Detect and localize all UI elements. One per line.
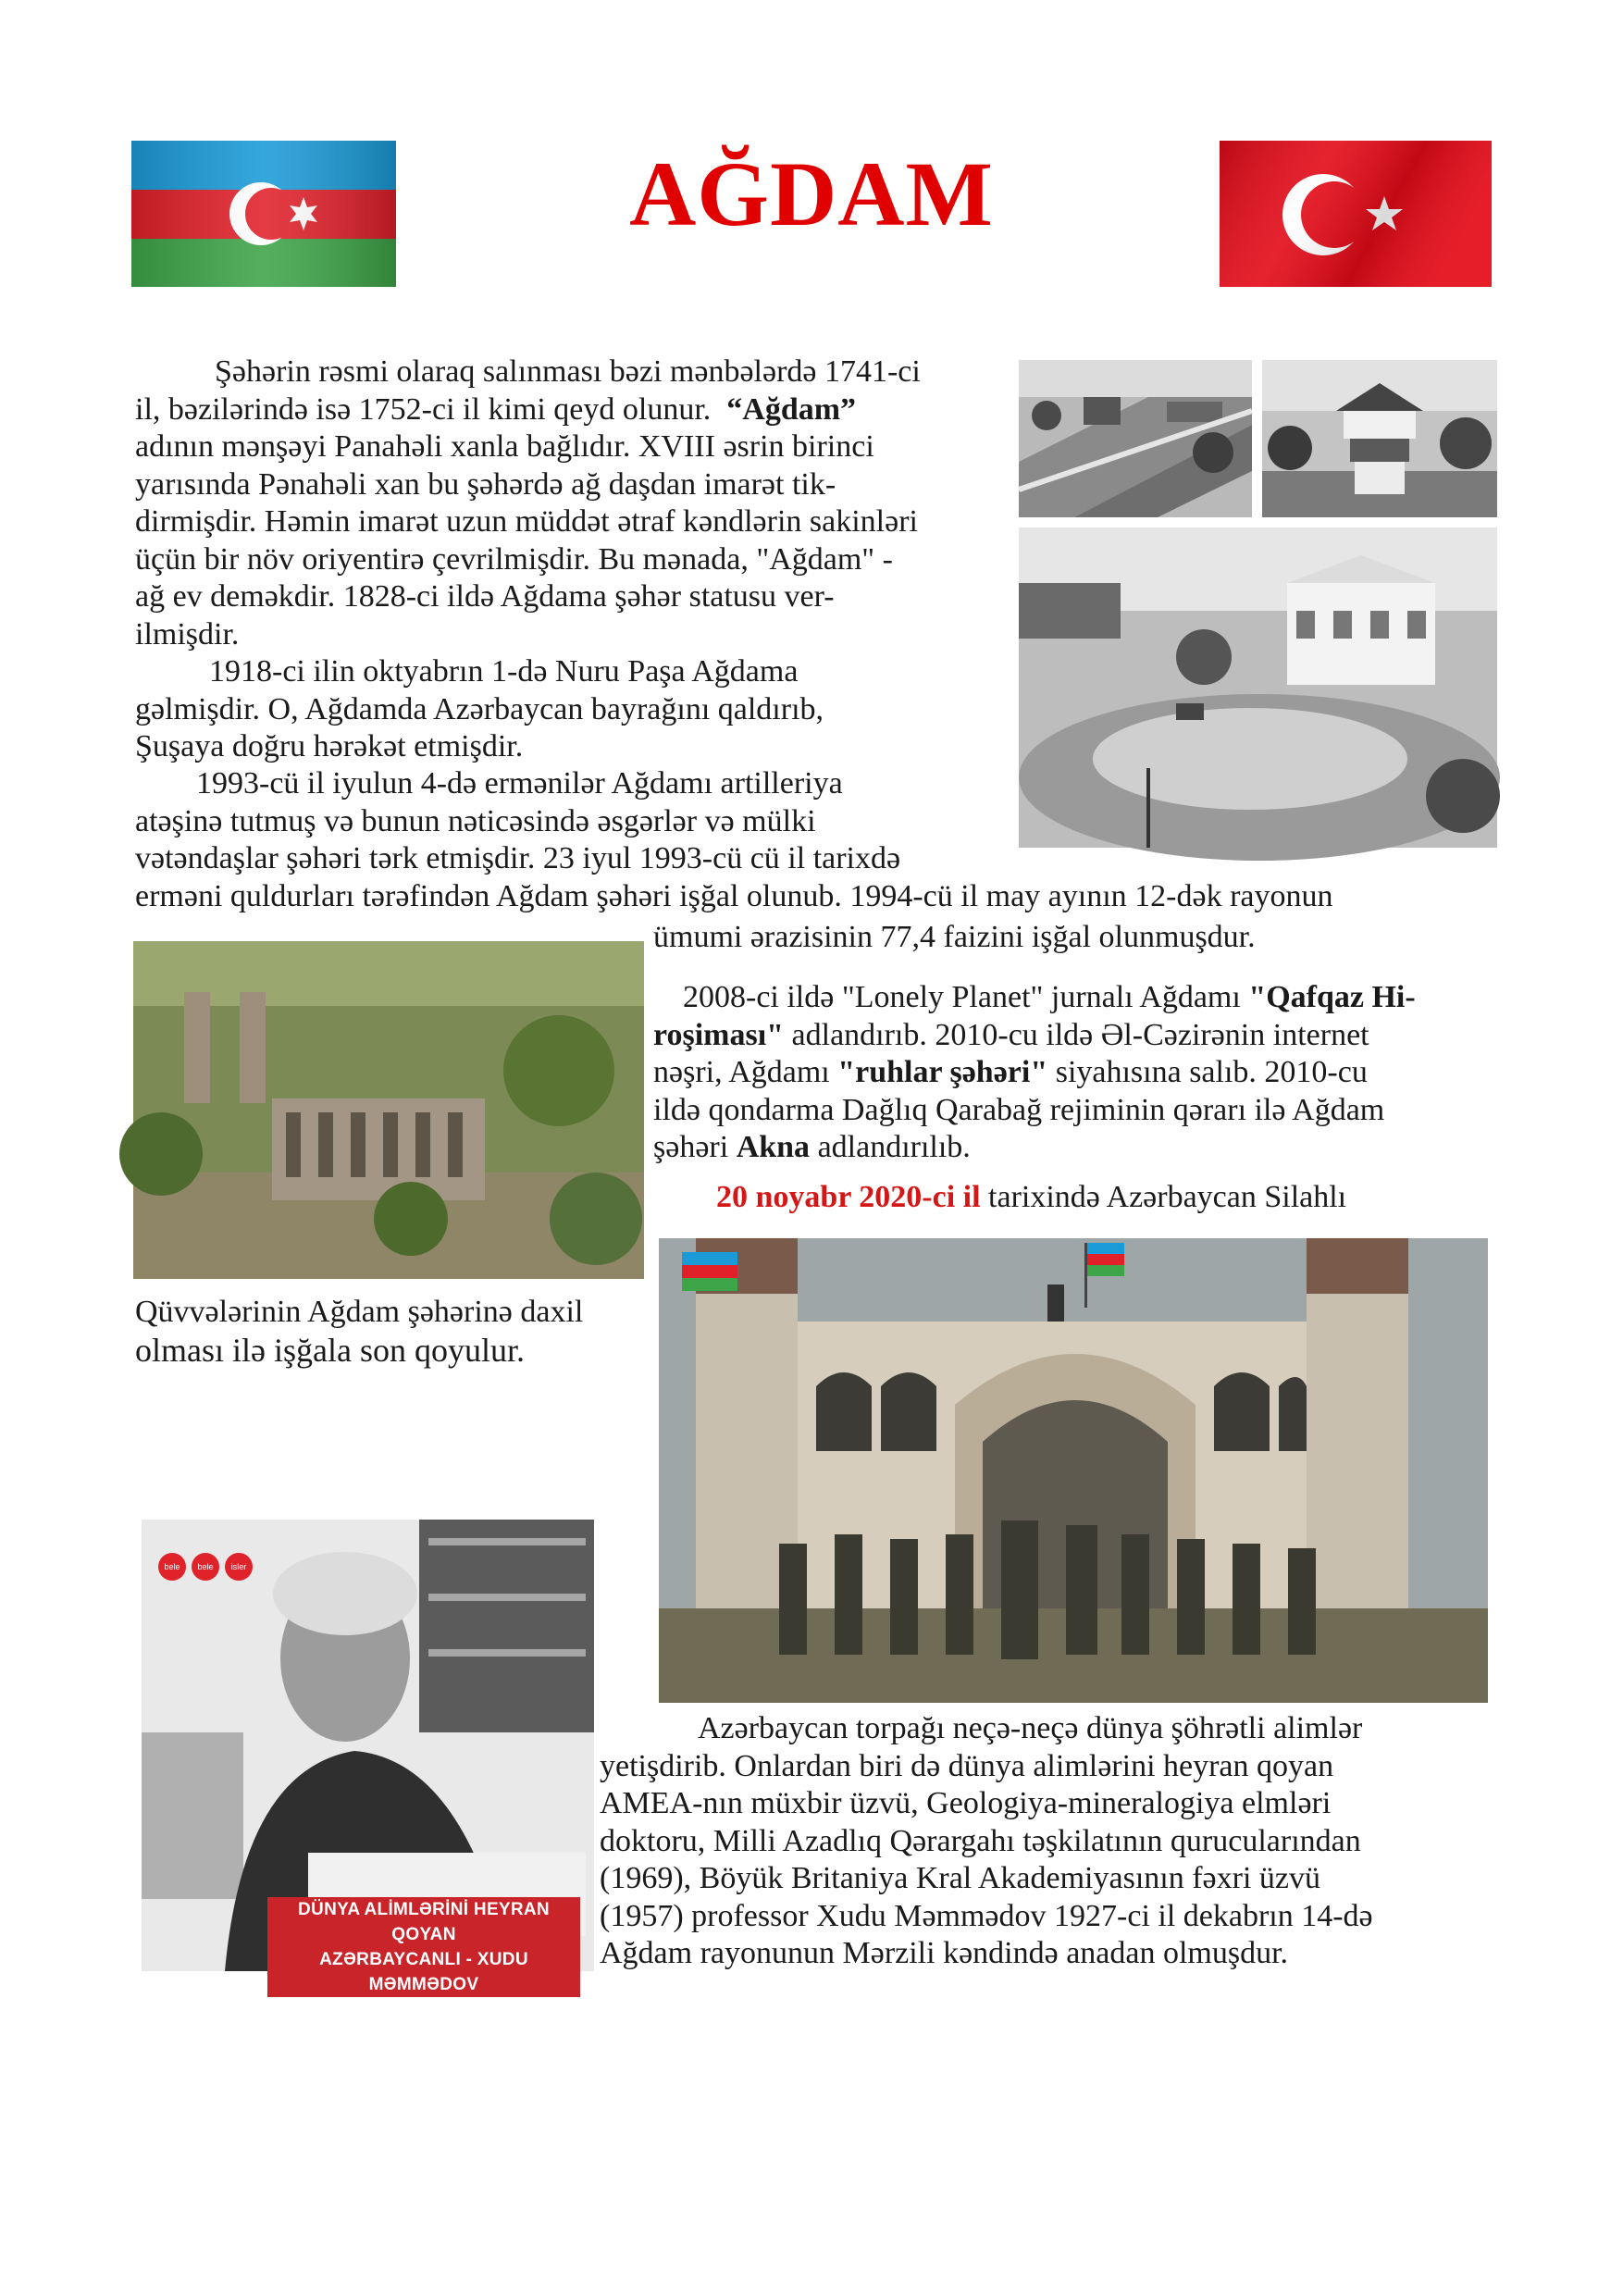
portrait-caption-line-2: AZƏRBAYCANLI - XUDU MƏMMƏDOV <box>319 1950 528 1994</box>
text-line: doktoru, Milli Azadlıq Qərargahı təşkilatının qurucularından <box>600 1823 1361 1858</box>
emphasis-hiroshima-end: roşiması" <box>653 1017 785 1052</box>
text-line: il, bəzilərində isə 1752-ci il kimi qeyd olunur. <box>135 391 712 427</box>
xudu-mammadov-portrait <box>142 1520 594 1994</box>
text-line: adlandırılıb. <box>817 1130 971 1164</box>
text-line: dirmişdir. Həmin imarət uzun müddət ətraf kəndlərin sakinləri <box>135 504 918 539</box>
text-line: ildə qondarma Dağlıq Qarabağ rejiminin qərarı ilə Ağdam <box>653 1092 1385 1127</box>
text-line: gəlmişdir. O, Ağdamda Azərbaycan bayrağını qaldırıb, <box>135 691 824 726</box>
text-line: yetişdirib. Onlardan biri də dünya alimlərini heyran qoyan <box>600 1748 1334 1783</box>
agdam-mosque-liberation-photo <box>659 1238 1488 1703</box>
text-line: adlandırıb. 2010-cu ildə Əl-Cəzirənin internet <box>791 1017 1369 1052</box>
azerbaijan-flag-icon <box>131 141 396 287</box>
agdam-ruins-photo <box>133 941 644 1279</box>
text-line: tarixində Azərbaycan Silahlı <box>988 1180 1347 1214</box>
text-line: AMEA-nın müxbir üzvü, Geologiya-mineralogiya elmləri <box>600 1786 1332 1820</box>
text-line: (1957) professor Xudu Məmmədov 1927-ci il dekabrın 14-də <box>600 1898 1373 1933</box>
text-line: adının mənşəyi Panahəli xanla bağlıdır. XVIII əsrin birinci <box>135 429 874 464</box>
text-line: üçün bir növ oriyentirə çevrilmişdir. Bu mənada, "Ağdam" - <box>135 541 894 577</box>
emphasis-hiroshima: "Qafqaz Hi- <box>1248 980 1416 1014</box>
paragraph-liberation-end <box>135 1294 653 1369</box>
portrait-badge: isler <box>225 1553 253 1581</box>
emphasis-agdam: “Ağdam” <box>726 391 857 427</box>
paragraph-occupation <box>135 765 1523 915</box>
text-line: erməni quldurları tərəfindən Ağdam şəhəri işğal olunub. 1994-cü il may ayının 12-dək rayonun <box>135 878 1333 913</box>
text-line: vətəndaşlar şəhəri tərk etmişdir. 23 iyul 1993-cü cü il tarixdə <box>135 841 901 875</box>
text-line: (1969), Böyük Britaniya Kral Akademiyasının fəxri üzvü <box>600 1861 1320 1895</box>
text-line: ilmişdir. <box>135 616 240 652</box>
emphasis-akna: Akna <box>736 1130 811 1164</box>
paragraph-nuru-pasha <box>135 653 1005 766</box>
portrait-caption <box>267 1897 580 1997</box>
paragraph-scientist <box>600 1710 1506 1973</box>
paragraph-history <box>135 354 1005 653</box>
text-line: Şuşaya doğru hərəkət etmişdir. <box>135 729 524 763</box>
page-title: AĞDAM <box>629 143 994 245</box>
text-line: atəşinə tutmuş və bunun nəticəsində əsgərlər və mülki <box>135 803 816 838</box>
portrait-caption-line-1: DÜNYA ALİMLƏRİNİ HEYRAN QOYAN <box>298 1900 550 1944</box>
old-agdam-tower-photo <box>1262 360 1497 517</box>
portrait-badge: bele <box>192 1553 219 1581</box>
text-line: ağ ev deməkdir. 1828-ci ildə Ağdama şəhər statusu ver- <box>135 579 835 614</box>
text-line: ümumi ərazisinin 77,4 faizini işğal olunmuşdur. <box>653 920 1256 954</box>
turkey-flag-icon <box>1220 141 1492 287</box>
text-line: siyahısına salıb. 2010-cu <box>1055 1055 1368 1089</box>
paragraph-names <box>653 979 1505 1167</box>
portrait-badge: bele <box>158 1553 186 1581</box>
paragraph-liberation <box>653 1179 1505 1217</box>
text-line: 1918-ci ilin oktyabrın 1-də Nuru Paşa Ağdama <box>209 654 799 689</box>
text-line: Ağdam rayonunun Mərzili kəndində anadan olmuşdur. <box>600 1936 1289 1970</box>
liberation-date: 20 noyabr 2020-ci il <box>716 1180 981 1214</box>
text-line: yarısında Pənahəli xan bu şəhərdə ağ daşdan imarət tik- <box>135 466 836 502</box>
text-line: Şəhərin rəsmi olaraq salınması bəzi mənbələrdə 1741-ci <box>215 354 921 389</box>
text-line: nəşri, Ağdamı <box>653 1055 830 1089</box>
text-line: 2008-ci ildə "Lonely Planet" jurnalı Ağdamı <box>683 980 1241 1014</box>
text-line: Qüvvələrinin Ağdam şəhərinə daxil <box>135 1295 584 1329</box>
emphasis-ghost-city: "ruhlar şəhəri" <box>837 1055 1048 1089</box>
text-line: 1993-cü il iyulun 4-də ermənilər Ağdamı artilleriya <box>196 766 843 800</box>
text-line: olması ilə işğala son qoyulur. <box>135 1331 525 1369</box>
text-line: Azərbaycan torpağı neçə-neçə dünya şöhrətli alimlər <box>698 1711 1363 1745</box>
old-agdam-street-photo <box>1019 360 1252 517</box>
text-line: şəhəri <box>653 1130 729 1164</box>
